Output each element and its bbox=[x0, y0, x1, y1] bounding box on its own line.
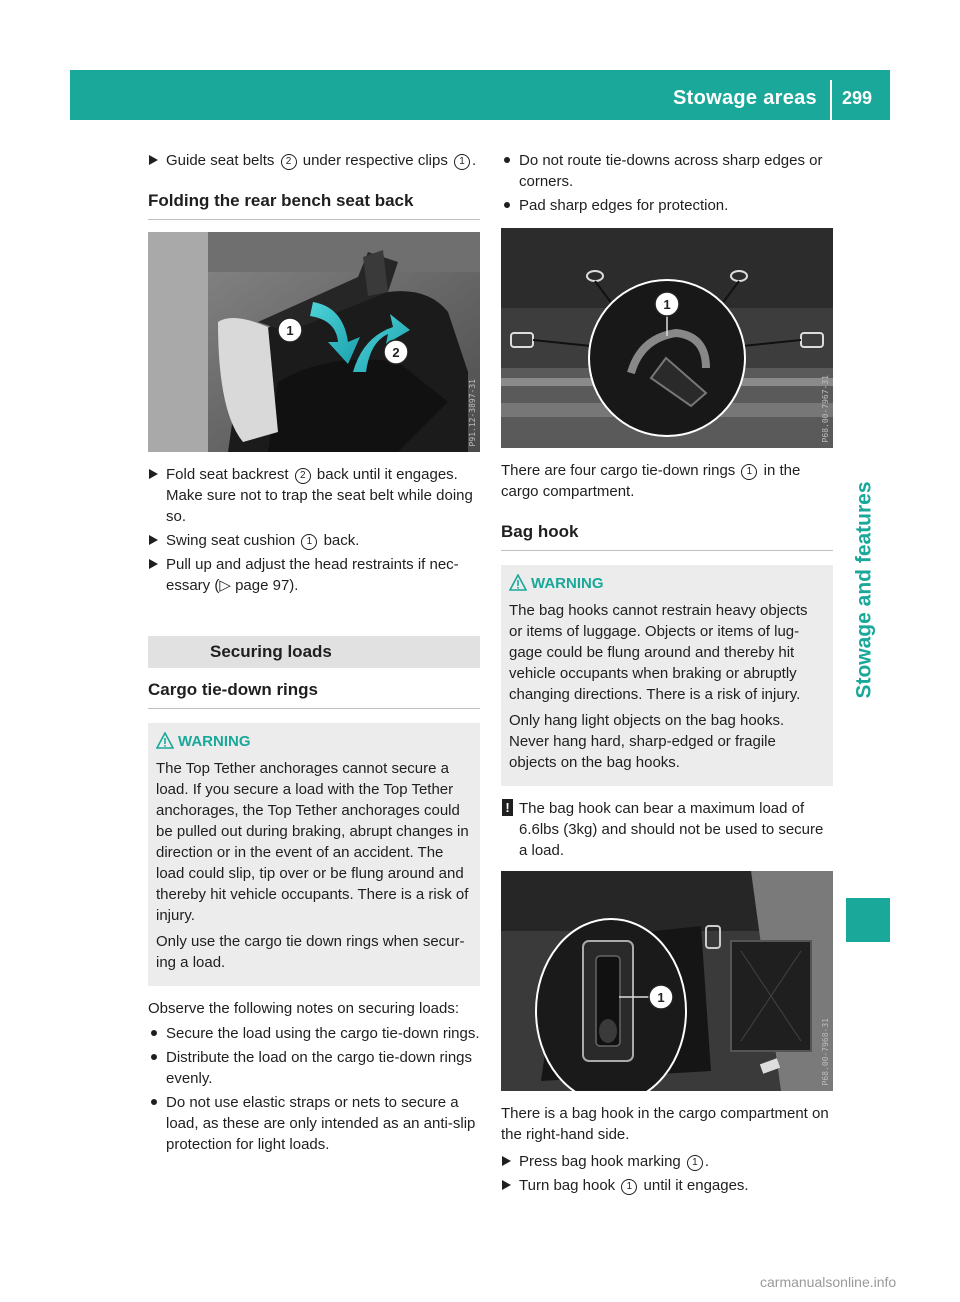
figure-tie-down-rings bbox=[501, 228, 833, 448]
figure-code: P68.00-7967-31 bbox=[821, 374, 830, 442]
watermark-text: carmanualsonline.info bbox=[760, 1274, 897, 1290]
observe-text: Observe the following notes on securing loads: bbox=[148, 1000, 460, 1017]
step-fold-backrest: Fold seat backrest 2 back until it engages. Make sure not to trap the seat belt while doing so. bbox=[148, 464, 480, 527]
step-guide-belts: Guide seat belts 2 under respective clips 1 . bbox=[148, 150, 480, 171]
left-column bbox=[148, 150, 480, 1158]
warning-title: WARNING bbox=[531, 573, 825, 594]
warning-text: The bag hooks cannot restrain heavy objects or items of luggage. Objects or items of lug-gage could be flung around and thereby hit vehicle occupants when braking or abruptly changing directions. There is a risk of injury. bbox=[509, 602, 808, 703]
figure-code: P68.00-7968-31 bbox=[821, 1017, 830, 1085]
marker-1: 1 bbox=[454, 154, 470, 170]
header-title: Stowage areas bbox=[673, 87, 817, 109]
fig3-marker-1: 1 bbox=[657, 990, 665, 1005]
rear-seat-illustration bbox=[148, 232, 480, 452]
bag-hook-illustration bbox=[501, 871, 833, 1091]
marker-1: 1 bbox=[687, 1155, 703, 1171]
warning-box-tether bbox=[148, 723, 480, 986]
fig1-marker-1: 1 bbox=[286, 323, 294, 338]
step-pull-headrests: Pull up and adjust the head restraints if nec-essary (▷ page 97). bbox=[148, 554, 480, 596]
figure-bag-hook bbox=[501, 871, 833, 1091]
list-item: Do not use elastic straps or nets to secure a load, as these are only intended as an anti-slip protection for light loads. bbox=[148, 1092, 480, 1155]
marker-1: 1 bbox=[621, 1179, 637, 1195]
step-press-marking: Press bag hook marking 1 . bbox=[501, 1151, 833, 1172]
note-bag-hook-load: ! The bag hook can bear a maximum load of 6.6lbs (3kg) and should not be used to secure a load. bbox=[501, 798, 833, 861]
chapter-tab bbox=[838, 380, 890, 800]
warning-text: Only use the cargo tie down rings when secur-ing a load. bbox=[156, 933, 465, 971]
page-number: 299 bbox=[842, 88, 873, 108]
page-ref-arrow-icon: ▷ bbox=[219, 577, 231, 594]
heading-cargo-rings: Cargo tie-down rings bbox=[148, 678, 480, 709]
header-bar bbox=[70, 70, 890, 120]
warning-text: The Top Tether anchorages cannot secure a load. If you secure a load with the Top Tether anchorages, the Top Tether anchorages could be pulled out during braking, abrupt changes in direction or in the event of an accident. The load could slip, tip over or be flung around and thereby hit vehicle occupants. There is a risk of injury. bbox=[156, 760, 469, 924]
heading-bag-hook: Bag hook bbox=[501, 520, 833, 551]
fig1-marker-2: 2 bbox=[392, 345, 400, 360]
warning-title: WARNING bbox=[178, 731, 472, 752]
fig2-marker-1: 1 bbox=[663, 297, 671, 312]
warning-triangle-icon bbox=[156, 732, 174, 750]
header-separator bbox=[830, 80, 832, 120]
marker-2: 2 bbox=[295, 468, 311, 484]
bag-hook-text: There is a bag hook in the cargo compartment on the right-hand side. bbox=[501, 1105, 829, 1143]
exclamation-icon: ! bbox=[502, 799, 513, 816]
chapter-label: Stowage and features bbox=[852, 481, 876, 699]
section-securing-loads: Securing loads bbox=[148, 636, 480, 668]
marker-2: 2 bbox=[281, 154, 297, 170]
list-item: Secure the load using the cargo tie-down rings. bbox=[148, 1023, 480, 1044]
warning-box-bag-hook bbox=[501, 565, 833, 786]
warning-text: Only hang light objects on the bag hooks. Never hang hard, sharp-edged or fragile objects on the bag hooks. bbox=[509, 712, 785, 771]
right-column bbox=[501, 150, 833, 1199]
page-ref-link[interactable]: page 97). bbox=[235, 577, 299, 594]
warning-triangle-icon bbox=[509, 574, 527, 592]
list-item: Distribute the load on the cargo tie-down rings evenly. bbox=[148, 1047, 480, 1089]
figure-rear-seat bbox=[148, 232, 480, 452]
rings-text: There are four cargo tie-down rings 1 in the cargo compartment. bbox=[501, 462, 801, 500]
marker-1: 1 bbox=[741, 464, 757, 480]
marker-1: 1 bbox=[301, 534, 317, 550]
step-swing-cushion: Swing seat cushion 1 back. bbox=[148, 530, 480, 551]
list-item: Pad sharp edges for protection. bbox=[501, 195, 833, 216]
heading-folding: Folding the rear bench seat back bbox=[148, 189, 480, 220]
chapter-marker bbox=[846, 898, 890, 942]
list-item: Do not route tie-downs across sharp edges or corners. bbox=[501, 150, 833, 192]
step-turn-hook: Turn bag hook 1 until it engages. bbox=[501, 1175, 833, 1196]
figure-code: P91.12-3897-31 bbox=[468, 378, 477, 446]
cargo-rings-illustration bbox=[501, 228, 833, 448]
